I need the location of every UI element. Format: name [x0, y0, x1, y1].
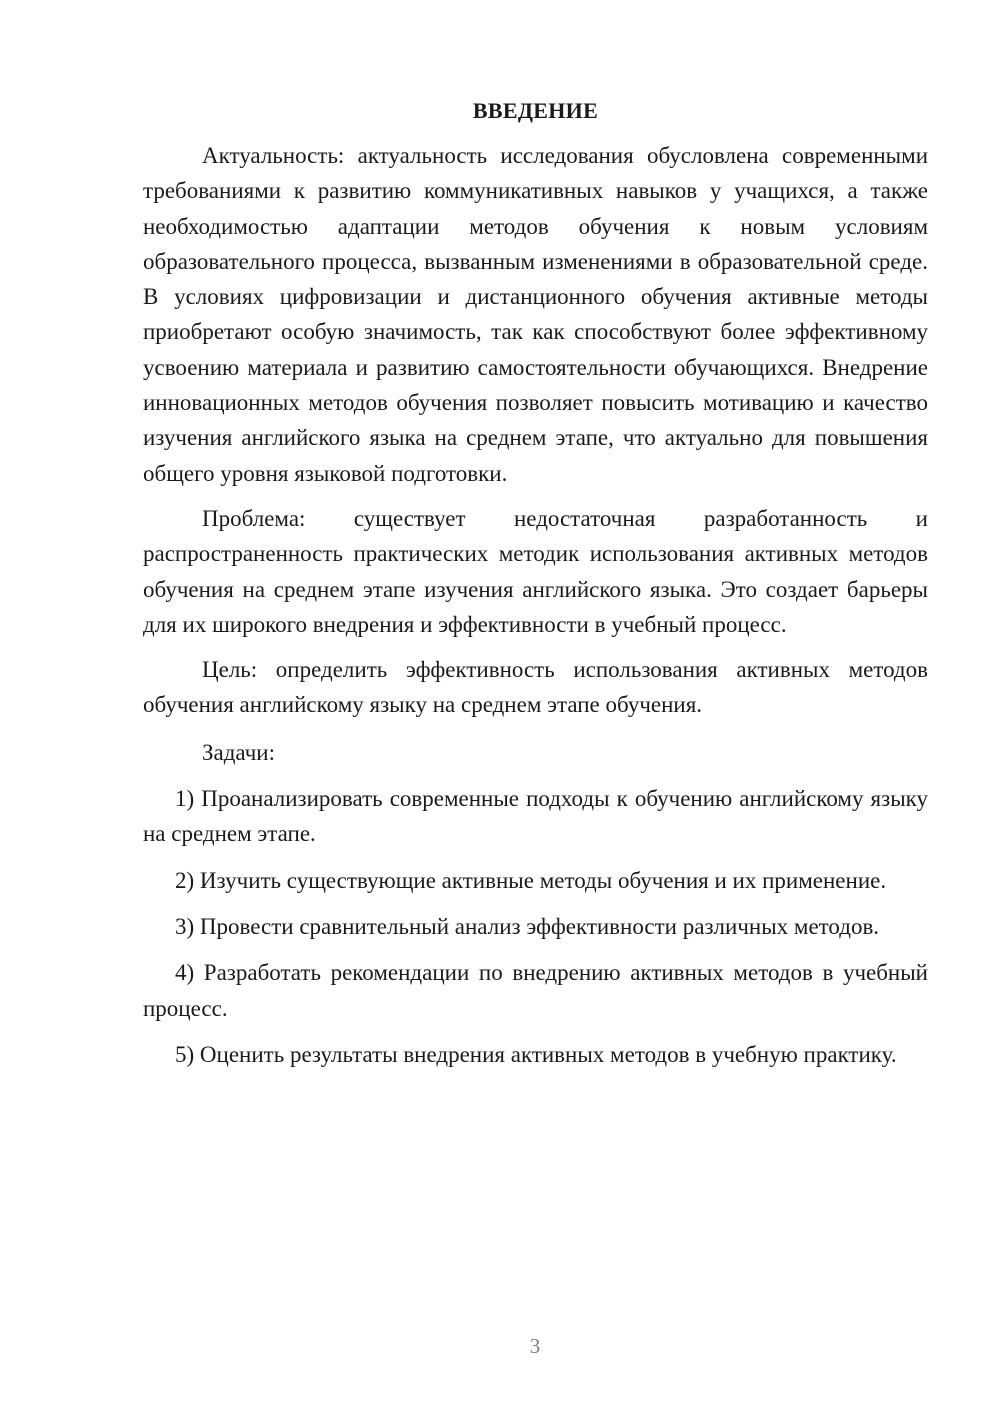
task-item: 5) Оценить результаты внедрения активных методов в учебную практику.: [175, 1041, 897, 1067]
task-item: 4) Разработать рекомендации по внедрению активных методов в учебный процесс.: [143, 960, 928, 1021]
problem-paragraph: Проблема: существует недостаточная разработанность и распространенность практических методик использования активных методов обучения на среднем этапе изучения английского языка. Это создает барьеры для их широкого внедрения и эффективности в учебный процесс.: [143, 505, 928, 637]
task-item: 3) Провести сравнительный анализ эффективности различных методов.: [175, 913, 880, 939]
page-body: [143, 93, 928, 1072]
task-item: 2) Изучить существующие активные методы обучения и их применение.: [175, 867, 887, 893]
tasks-label: Задачи:: [202, 739, 275, 765]
relevance-paragraph: Актуальность: актуальность исследования обусловлена современными требованиями к развитию коммуникативных навыков у учащихся, а также необходимостью адаптации методов обучения к новым условиям образовательного процесса, вызванным изменениями в образовательной среде. В условиях цифровизации и дистанционного обучения активные методы приобретают особую значимость, так как способствуют более эффективному усвоению материала и развитию самостоятельности обучающихся. Внедрение инновационных методов обучения позволяет повысить мотивацию и качество изучения английского языка на среднем этапе, что актуально для повышения общего уровня языковой подготовки.: [143, 143, 928, 486]
task-item: 1) Проанализировать современные подходы к обучению английскому языку на среднем этапе.: [143, 786, 928, 847]
page-number: 3: [529, 1334, 541, 1358]
section-heading: ВВЕДЕНИЕ: [472, 98, 599, 123]
goal-paragraph: Цель: определить эффективность использования активных методов обучения английскому языку на среднем этапе обучения.: [143, 657, 928, 718]
